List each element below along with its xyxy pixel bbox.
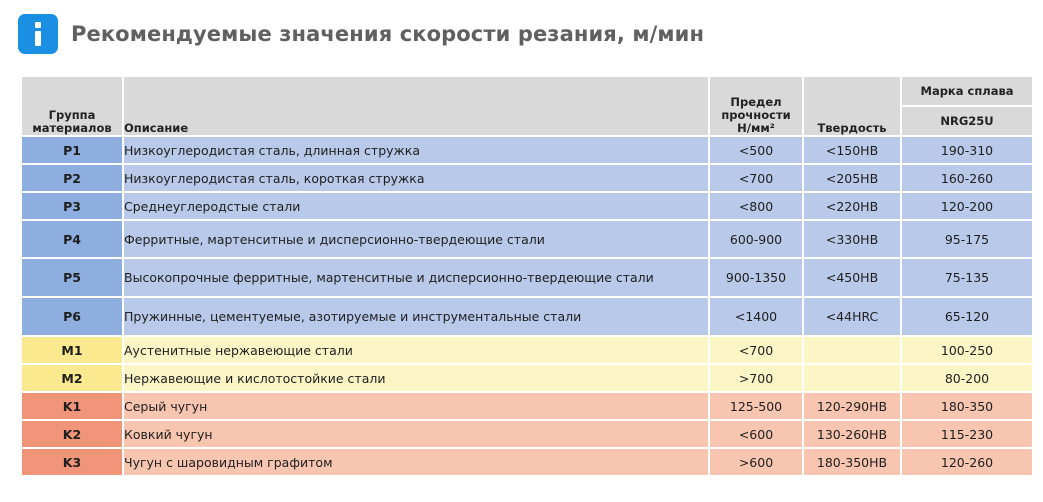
hardness-cell: 120-290HB [803,392,901,420]
group-cell: P3 [21,192,123,220]
speed-cell: 180-350 [901,392,1033,420]
table-row [21,297,1033,336]
description-cell: Нержавеющие и кислотостойкие стали [123,364,709,392]
strength-cell: 600-900 [709,220,803,258]
table-row [21,420,1033,448]
strength-cell: <1400 [709,297,803,336]
hardness-cell: <205HB [803,164,901,192]
column-header-description: Описание [123,76,709,136]
hardness-cell [803,336,901,364]
description-cell: Низкоуглеродистая сталь, длинная стружка [123,136,709,164]
table-row [21,258,1033,297]
column-header-alloy: Марка сплава [901,76,1033,106]
group-cell: P6 [21,297,123,336]
group-cell: P1 [21,136,123,164]
speed-cell: 120-260 [901,448,1033,476]
page-title: Рекомендуемые значения скорости резания, м/мин [71,22,705,46]
speed-cell: 115-230 [901,420,1033,448]
strength-label-line1: Предел [730,95,782,109]
column-header-hardness: Твердость [803,76,901,136]
table-row [21,220,1033,258]
table-row [21,392,1033,420]
strength-cell: 125-500 [709,392,803,420]
hardness-cell: <150HB [803,136,901,164]
group-cell: K1 [21,392,123,420]
column-header-grade: NRG25U [901,106,1033,136]
cutting-speed-table [20,75,1034,477]
description-cell: Среднеуглеродстые стали [123,192,709,220]
description-cell: Высокопрочные ферритные, мартенситные и дисперсионно-твердеющие стали [123,258,709,297]
table-row [21,448,1033,476]
strength-cell: >700 [709,364,803,392]
group-cell: M2 [21,364,123,392]
description-cell: Чугун с шаровидным графитом [123,448,709,476]
group-cell: P2 [21,164,123,192]
table-row [21,164,1033,192]
description-cell: Аустенитные нержавеющие стали [123,336,709,364]
description-cell: Ферритные, мартенситные и дисперсионно-твердеющие стали [123,220,709,258]
description-cell: Ковкий чугун [123,420,709,448]
column-header-group: Группа материалов [21,76,123,136]
speed-cell: 190-310 [901,136,1033,164]
group-cell: P4 [21,220,123,258]
strength-cell: 900-1350 [709,258,803,297]
speed-cell: 65-120 [901,297,1033,336]
hardness-cell: <330HB [803,220,901,258]
table-row [21,192,1033,220]
table-row [21,336,1033,364]
speed-cell: 100-250 [901,336,1033,364]
group-cell: M1 [21,336,123,364]
speed-cell: 120-200 [901,192,1033,220]
group-cell: K2 [21,420,123,448]
hardness-cell: 180-350HB [803,448,901,476]
table-row [21,364,1033,392]
strength-cell: <800 [709,192,803,220]
description-cell: Пружинные, цементуемые, азотируемые и инструментальные стали [123,297,709,336]
strength-cell: >600 [709,448,803,476]
strength-label-line2: прочности [721,108,791,122]
speed-cell: 75-135 [901,258,1033,297]
speed-cell: 95-175 [901,220,1033,258]
strength-label-unit: Н/мм² [737,121,775,135]
info-icon [18,14,58,54]
hardness-cell: <44HRC [803,297,901,336]
group-cell: K3 [21,448,123,476]
strength-cell: <700 [709,336,803,364]
speed-cell: 80-200 [901,364,1033,392]
speed-cell: 160-260 [901,164,1033,192]
column-header-strength [709,76,803,136]
strength-cell: <600 [709,420,803,448]
hardness-cell: 130-260HB [803,420,901,448]
description-cell: Низкоуглеродистая сталь, короткая стружка [123,164,709,192]
header [18,14,704,54]
description-cell: Серый чугун [123,392,709,420]
hardness-cell [803,364,901,392]
table-row [21,136,1033,164]
hardness-cell: <450HB [803,258,901,297]
strength-cell: <500 [709,136,803,164]
strength-cell: <700 [709,164,803,192]
group-cell: P5 [21,258,123,297]
hardness-cell: <220HB [803,192,901,220]
